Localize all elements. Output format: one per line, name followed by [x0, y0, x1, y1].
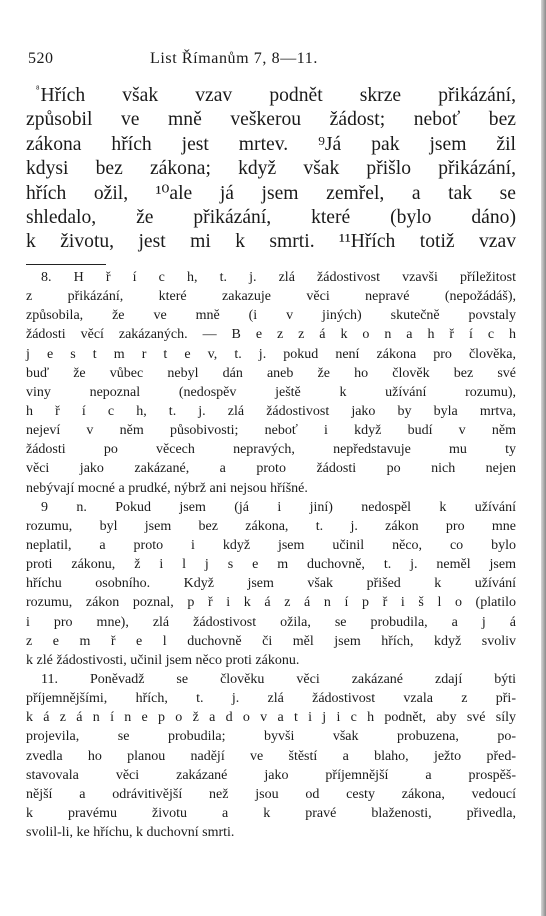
- verse-number: ⁸: [36, 84, 40, 95]
- commentary-line: stavovala věci zakázané jako příjemnější a prospěš-: [26, 767, 516, 783]
- commentary-line: hříchu osobního. Když jsem však přišed k užívání: [26, 576, 516, 592]
- main-text-content: hřích ožil, ¹⁰ale já jsem zemřel, a tak se: [26, 182, 516, 204]
- main-text-content: způsobil ve mně veškerou žádost; neboť bez: [26, 109, 516, 131]
- main-text-line: [26, 133, 516, 157]
- commentary-line: k á z á n í n e p o ž a d o v a t i j i c h podnět, aby své síly: [26, 710, 516, 726]
- commentary-line: rozumu, byl jsem bez zákona, t. j. zákon pro mne: [26, 518, 516, 534]
- main-text-content: k životu, jest mi k smrti. ¹¹Hřích totiž vzav: [26, 231, 516, 253]
- commentary-line: 11. Poněvadž se člověku věci zakázané zdají býti: [41, 671, 516, 687]
- commentary-line: neplatil, a proto i když jsem učinil něco, co bylo: [26, 537, 516, 553]
- main-text-content: zákona hřích jest mrtev. ⁹Já pak jsem žil: [26, 133, 516, 155]
- commentary-line: proti zákonu, ž i l j s e m duchovně, t. j. neměl jsem: [26, 557, 516, 573]
- commentary-line: k pravému životu a k pravé blaženosti, přivedla,: [26, 805, 516, 821]
- commentary-line: nebývají mocné a prudké, nýbrž ani nejsou hříšné.: [26, 480, 308, 496]
- commentary-line: nější a odrávitivější než jsou od cesty zákona, vedoucí: [26, 786, 516, 802]
- footnote-separator-rule: [26, 264, 106, 265]
- main-text-line: [26, 182, 516, 206]
- commentary-line: k zlé žádostivosti, učinil jsem něco proti zákonu.: [26, 652, 300, 668]
- main-text-line: [26, 108, 516, 132]
- commentary-line: 9 n. Pokud jsem (já i jiní) nedospěl k užívání: [41, 499, 516, 515]
- page-number: 520: [28, 50, 54, 67]
- commentary-line: nejeví v něm působivosti; neboť i když budí v něm: [26, 423, 516, 439]
- main-text-line: [26, 230, 516, 254]
- main-text: [26, 84, 516, 255]
- commentary-line: způsobila, že ve mně (i v jiných) skutečně povstaly: [26, 308, 516, 324]
- commentary-line: příjemnějšími, hřích, t. j. zlá žádostivost vzala z při-: [26, 691, 516, 707]
- commentary-line: věci jako zakázané, a proto žádosti po nich nejen: [26, 461, 516, 477]
- commentary-line: 8. H ř í c h, t. j. zlá žádostivost vzavši příležitost: [41, 270, 516, 285]
- page-header: [28, 50, 516, 72]
- commentary-line: rozumu, zákon poznal, p ř i k á z á n í p ř i š l o (platilo: [26, 595, 516, 611]
- commentary-line: žádosti věcí zakázaných. — B e z z á k o n a h ř í c h: [26, 327, 516, 343]
- main-text-line: [26, 157, 516, 181]
- main-text-content: Hřích však vzav podnět skrze přikázání,: [40, 85, 516, 106]
- commentary-line: zvedla ho planou nadějí ve štěstí a blaho, ježto před-: [26, 748, 516, 764]
- page-edge: [541, 0, 546, 916]
- commentary-line: buď že vůbec nebyl dán aneb že ho člověk bez své: [26, 365, 516, 381]
- commentary-line: z e m ř e l duchovně či měl jsem hřích, když svoliv: [26, 633, 516, 649]
- commentary-line: žádosti po věcech nepravých, nepředstavuje mu ty: [26, 442, 516, 458]
- main-text-content: kdysi bez zákona; když však přišlo přikázání,: [26, 158, 516, 180]
- main-text-line: [26, 84, 516, 108]
- commentary-line: i pro mne), zlá žádostivost ožila, se probudila, a j á: [26, 614, 516, 630]
- main-text-content: shledalo, že přikázání, které (bylo dáno): [26, 206, 516, 228]
- commentary-line: j e s t m r t e v, t. j. pokud není zákona pro člověka,: [26, 346, 516, 362]
- commentary-line: z přikázání, které zakazuje věci nepravé (nepožádáš),: [26, 289, 516, 305]
- commentary-line: h ř í c h, t. j. zlá žádostivost jako by byla mrtva,: [26, 403, 516, 419]
- main-text-line: [26, 206, 516, 230]
- running-head: List Římanům 7, 8—11.: [150, 50, 319, 67]
- commentary-line: viny nepoznal (nedospěv ještě k užívání rozumu),: [26, 384, 516, 400]
- commentary-line: projevila, se probudila; byvši však probuzena, po-: [26, 729, 516, 745]
- commentary-line: svolil-li, ke hříchu, k duchovní smrti.: [26, 825, 235, 841]
- commentary-notes: [26, 268, 516, 842]
